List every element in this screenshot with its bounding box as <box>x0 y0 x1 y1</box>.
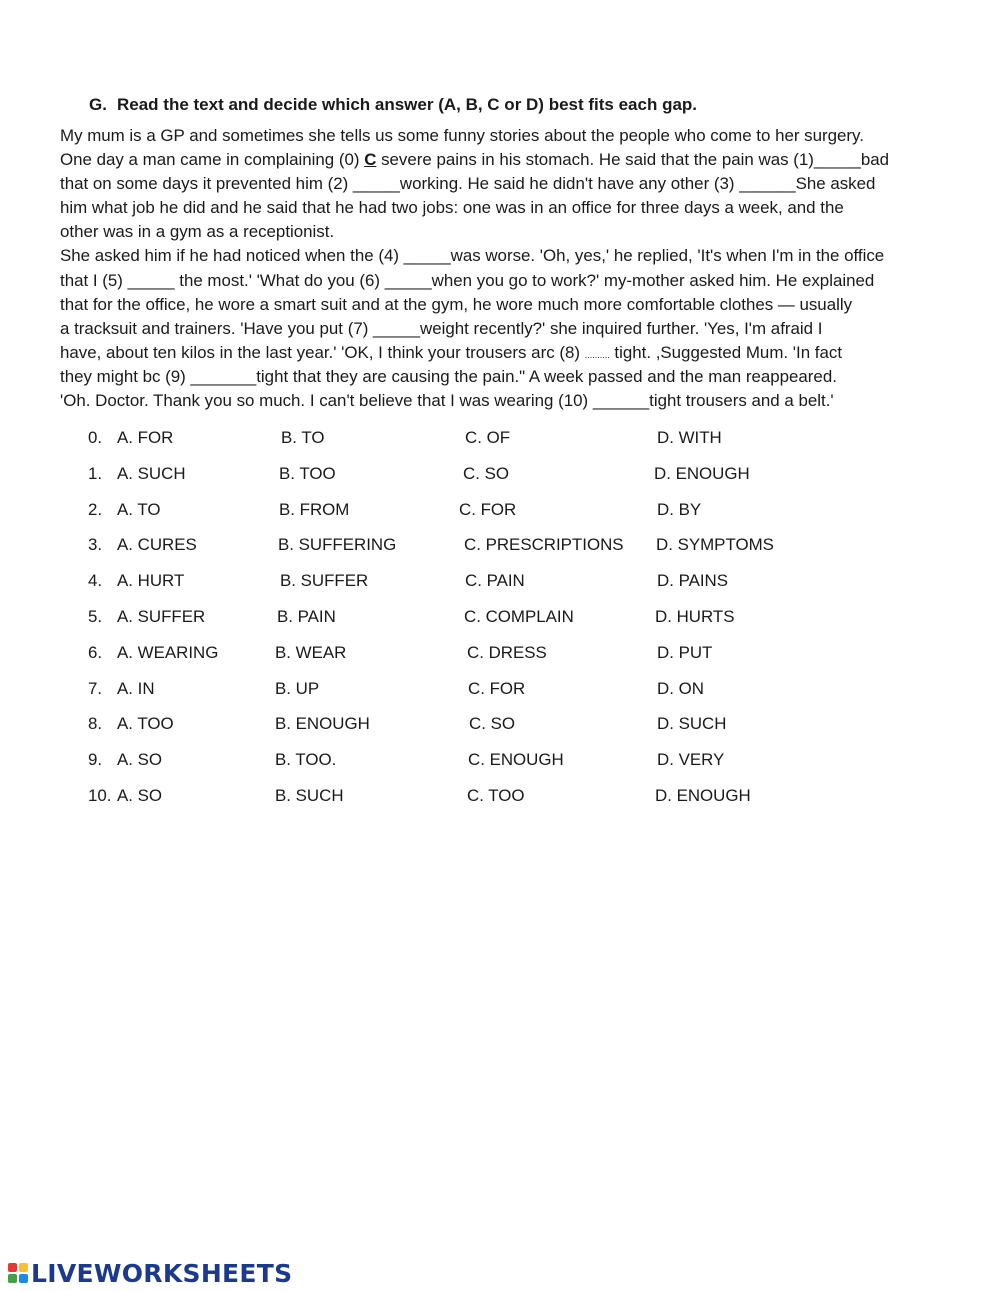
question-row <box>0 786 1000 822</box>
option-a[interactable]: A. WEARING <box>117 642 219 662</box>
gap-dots: .......... <box>584 349 610 360</box>
exercise-instruction: Read the text and decide which answer (A, B, C or D) best fits each gap. <box>117 95 698 114</box>
option-d[interactable]: D. VERY <box>657 750 725 770</box>
exercise-heading <box>89 95 697 115</box>
option-a[interactable]: A. FOR <box>117 428 174 447</box>
question-number: 7. <box>88 678 103 698</box>
passage-line: that for the office, he wore a smart suit and at the gym, he wore much more comfortable clothes — usually <box>60 294 853 314</box>
passage-line: they might bc (9) _______tight that they are causing the pain." A week passed and the man reappeared. <box>60 366 837 386</box>
passage-line: that on some days it prevented him (2) _____working. He said he didn't have any other (3) ______She asked <box>60 174 876 194</box>
question-number: 9. <box>88 750 103 770</box>
passage <box>60 124 960 413</box>
option-d[interactable]: D. ON <box>657 678 704 698</box>
option-a[interactable]: A. CURES <box>117 535 197 555</box>
question-row <box>0 535 1000 571</box>
question-row <box>0 607 1000 643</box>
question-row <box>0 679 1000 715</box>
passage-line: a tracksuit and trainers. 'Have you put (7) _____weight recently?' she inquired further. 'Yes, I'm afraid I <box>60 318 823 338</box>
option-b[interactable]: B. WEAR <box>275 642 347 662</box>
option-b[interactable]: B. UP <box>275 678 320 698</box>
option-a[interactable]: A. IN <box>117 678 155 698</box>
question-number: 6. <box>88 642 103 662</box>
question-number: 0. <box>88 428 103 447</box>
question-row <box>0 714 1000 750</box>
option-d[interactable]: D. SYMPTOMS <box>656 535 774 555</box>
option-b[interactable]: B. ENOUGH <box>275 714 370 734</box>
question-number: 2. <box>88 499 103 519</box>
question-row <box>0 571 1000 607</box>
question-row <box>0 428 1000 464</box>
option-c[interactable]: C. OF <box>465 428 511 447</box>
option-c[interactable]: C. PAIN <box>465 571 525 591</box>
option-d[interactable]: D. WITH <box>657 428 722 447</box>
logo-square <box>19 1263 28 1272</box>
option-a[interactable]: A. SO <box>117 750 163 770</box>
option-b[interactable]: B. SUFFERING <box>278 535 397 555</box>
option-a[interactable]: A. SUCH <box>117 463 186 483</box>
question-row <box>0 750 1000 786</box>
option-a[interactable]: A. SO <box>117 785 163 805</box>
option-a[interactable]: A. SUFFER <box>117 606 206 626</box>
option-a[interactable]: A. HURT <box>117 571 185 591</box>
option-b[interactable]: B. FROM <box>279 499 350 519</box>
question-number: 8. <box>88 714 103 734</box>
option-d[interactable]: D. ENOUGH <box>654 463 750 483</box>
passage-line: other was in a gym as a receptionist. <box>60 222 335 242</box>
option-d[interactable]: D. ENOUGH <box>655 785 751 805</box>
question-row <box>0 464 1000 500</box>
option-c[interactable]: C. ENOUGH <box>468 750 564 770</box>
question-number: 1. <box>88 463 103 483</box>
option-d[interactable]: D. PUT <box>657 642 713 662</box>
option-c[interactable]: C. SO <box>463 463 509 483</box>
question-number: 5. <box>88 606 103 626</box>
option-c[interactable]: C. TOO <box>467 785 525 805</box>
passage-line: My mum is a GP and sometimes she tells us some funny stories about the people who come to her surgery. <box>60 126 864 145</box>
question-row <box>0 500 1000 536</box>
option-d[interactable]: D. BY <box>657 499 702 519</box>
logo-text: LIVEWORKSHEETS <box>31 1258 293 1288</box>
logo-square <box>8 1263 17 1272</box>
option-b[interactable]: B. SUFFER <box>280 571 369 591</box>
logo-square <box>19 1274 28 1283</box>
option-c[interactable]: C. PRESCRIPTIONS <box>464 535 624 555</box>
option-a[interactable]: A. TO <box>117 499 161 519</box>
passage-line: have, about ten kilos in the last year.' 'OK, I think your trousers arc (8) .......... tight. ,Suggested Mum. 'In fact <box>60 342 843 362</box>
question-number: 10. <box>88 785 112 805</box>
option-b[interactable]: B. TO <box>281 428 325 447</box>
option-b[interactable]: B. PAIN <box>277 606 336 626</box>
option-b[interactable]: B. SUCH <box>275 785 344 805</box>
option-d[interactable]: D. SUCH <box>657 714 727 734</box>
logo-square <box>8 1274 17 1283</box>
option-c[interactable]: C. FOR <box>468 678 526 698</box>
logo-mark-icon <box>8 1263 28 1283</box>
option-a[interactable]: A. TOO <box>117 714 174 734</box>
option-b[interactable]: B. TOO. <box>275 750 337 770</box>
example-answer: C <box>364 150 377 170</box>
option-c[interactable]: C. FOR <box>459 499 517 519</box>
passage-line: She asked him if he had noticed when the (4) _____was worse. 'Oh, yes,' he replied, 'It's when I'm in the office <box>60 246 885 266</box>
option-c[interactable]: C. COMPLAIN <box>464 606 574 626</box>
option-c[interactable]: C. DRESS <box>467 642 547 662</box>
question-number: 4. <box>88 571 103 591</box>
passage-line: him what job he did and he said that he had two jobs: one was in an office for three days a week, and the <box>60 198 844 218</box>
answer-options <box>0 428 1000 822</box>
option-c[interactable]: C. SO <box>469 714 515 734</box>
question-row <box>0 643 1000 679</box>
passage-line: One day a man came in complaining (0) C severe pains in his stomach. He said that the pain was (1)_____bad <box>60 150 890 170</box>
liveworksheets-logo[interactable] <box>8 1258 292 1288</box>
option-d[interactable]: D. PAINS <box>657 571 729 591</box>
exercise-letter: G. <box>89 95 107 114</box>
option-b[interactable]: B. TOO <box>279 463 336 483</box>
passage-line: that I (5) _____ the most.' 'What do you (6) _____when you go to work?' my-mother asked him. He explained <box>60 270 875 290</box>
option-d[interactable]: D. HURTS <box>655 606 735 626</box>
question-number: 3. <box>88 535 103 555</box>
passage-line: 'Oh. Doctor. Thank you so much. I can't believe that I was wearing (10) ______tight trousers and a belt.' <box>60 391 834 411</box>
